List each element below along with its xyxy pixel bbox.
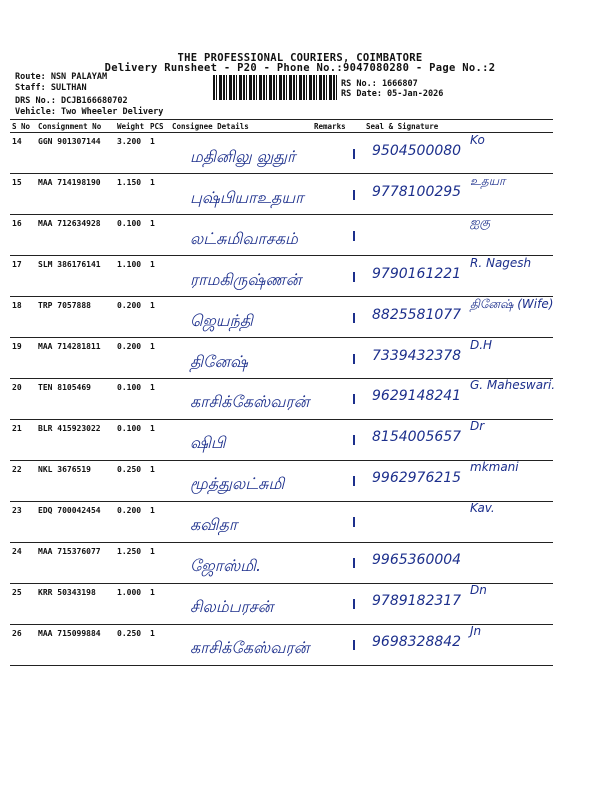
barcode-icon <box>213 75 337 100</box>
pcs-cell: 1 <box>148 133 170 174</box>
tick-mark-icon <box>353 640 363 650</box>
sno-cell: 15 <box>10 174 36 215</box>
rs-date: RS Date: 05-Jan-2026 <box>341 89 444 99</box>
handwritten-signature: Jn <box>470 623 482 638</box>
pcs-cell: 1 <box>148 625 170 666</box>
consignment-no-cell: SLM 386176141 <box>36 256 115 297</box>
tick-mark-icon <box>353 558 363 568</box>
tick-mark-icon <box>353 599 363 609</box>
handwritten-consignee-name: மூத்துலட்சுமி <box>190 474 285 494</box>
runsheet-subtitle: Delivery Runsheet - P20 - Phone No.:9047080280 - Page No.:2 <box>104 62 496 74</box>
tick-mark-icon <box>353 394 363 404</box>
handwritten-consignee-name: காசிக்கேஸ்வரன் <box>190 392 310 412</box>
consignment-no-cell: TRP 7057888 <box>36 297 115 338</box>
consignment-no-cell: MAA 712634928 <box>36 215 115 256</box>
weight-cell: 0.100 <box>115 215 148 256</box>
handwritten-signature: R. Nagesh <box>470 255 532 270</box>
tick-mark-icon <box>353 435 363 445</box>
handwritten-phone: 8154005657 <box>372 429 462 446</box>
handwritten-phone: 9504500080 <box>372 143 462 159</box>
table-row <box>10 543 553 584</box>
weight-cell: 0.200 <box>115 338 148 379</box>
handwritten-signature: Dn <box>470 582 487 597</box>
tick-mark-icon <box>353 149 363 159</box>
sno-cell: 21 <box>10 420 36 461</box>
handwritten-phone: 9698328842 <box>372 633 462 650</box>
tick-mark-icon <box>353 231 363 241</box>
pcs-cell: 1 <box>148 461 170 502</box>
column-header: Remarks <box>312 120 364 133</box>
column-header: Weight <box>115 120 148 133</box>
pcs-cell: 1 <box>148 379 170 420</box>
weight-cell: 3.200 <box>115 133 148 174</box>
route-label: Route: NSN PALAYAM <box>15 72 108 82</box>
seal-signature-cell <box>364 502 553 543</box>
handwritten-signature: தினேஷ் (Wife) <box>470 296 554 311</box>
handwritten-phone: 7339432378 <box>372 347 462 364</box>
handwritten-consignee-name: மதினிலு லுதுர் <box>190 147 296 166</box>
weight-cell: 0.200 <box>115 297 148 338</box>
handwritten-consignee-name: ஷிபி <box>190 433 226 453</box>
tick-mark-icon <box>353 190 363 200</box>
pcs-cell: 1 <box>148 174 170 215</box>
handwritten-consignee-name: சிலம்பரசன் <box>190 596 274 616</box>
table-header-row <box>10 120 553 133</box>
handwritten-consignee-name: ராமகிருஷ்ணன் <box>190 269 302 289</box>
weight-cell: 1.100 <box>115 256 148 297</box>
seal-signature-cell <box>364 215 553 256</box>
handwritten-consignee-name: தினேஷ் <box>190 351 248 371</box>
consignment-no-cell: TEN 8105469 <box>36 379 115 420</box>
consignment-no-cell: GGN 901307144 <box>36 133 115 174</box>
rs-number: RS No.: 1666807 <box>341 79 418 89</box>
tick-mark-icon <box>353 354 363 364</box>
weight-cell: 0.250 <box>115 625 148 666</box>
sno-cell: 14 <box>10 133 36 174</box>
consignment-no-cell: KRR 50343198 <box>36 584 115 625</box>
column-header: Consignee Details <box>170 120 312 133</box>
sno-cell: 16 <box>10 215 36 256</box>
weight-cell: 0.100 <box>115 420 148 461</box>
handwritten-signature: Kav. <box>470 501 495 516</box>
pcs-cell: 1 <box>148 215 170 256</box>
handwritten-consignee-name: கவிதா <box>190 515 238 535</box>
weight-cell: 1.000 <box>115 584 148 625</box>
handwritten-signature: உதயா <box>470 173 506 188</box>
handwritten-signature: mkmani <box>470 460 519 475</box>
sno-cell: 17 <box>10 256 36 297</box>
column-header: S No <box>10 120 36 133</box>
pcs-cell: 1 <box>148 256 170 297</box>
handwritten-phone: 8825581077 <box>372 306 462 323</box>
handwritten-consignee-name: காசிக்கேஸ்வரன் <box>190 637 310 657</box>
handwritten-consignee-name: ஜெயந்தி <box>190 310 253 330</box>
handwritten-signature: ஐகு <box>470 214 491 229</box>
handwritten-consignee-name: புஷ்பியாஉதயா <box>190 187 304 207</box>
pcs-cell: 1 <box>148 584 170 625</box>
handwritten-phone: 9789182317 <box>372 592 462 609</box>
sno-cell: 20 <box>10 379 36 420</box>
runsheet-title: THE PROFESSIONAL COURIERS, COIMBATORE <box>177 52 423 64</box>
sno-cell: 26 <box>10 625 36 666</box>
sno-cell: 25 <box>10 584 36 625</box>
sno-cell: 22 <box>10 461 36 502</box>
consignment-no-cell: MAA 715099884 <box>36 625 115 666</box>
sno-cell: 24 <box>10 543 36 584</box>
pcs-cell: 1 <box>148 543 170 584</box>
pcs-cell: 1 <box>148 420 170 461</box>
consignment-no-cell: EDQ 700042454 <box>36 502 115 543</box>
handwritten-signature: G. Maheswari. <box>470 378 556 393</box>
drs-number: DRS No.: DCJB166680702 <box>15 96 128 106</box>
handwritten-consignee-name: லட்சுமிவாசகம் <box>190 228 298 248</box>
sno-cell: 23 <box>10 502 36 543</box>
consignment-no-cell: NKL 3676519 <box>36 461 115 502</box>
column-header: PCS <box>148 120 170 133</box>
pcs-cell: 1 <box>148 502 170 543</box>
vehicle-label: Vehicle: Two Wheeler Delivery <box>15 107 164 117</box>
consignment-no-cell: MAA 715376077 <box>36 543 115 584</box>
handwritten-consignee-name: ஜோஸ்மி. <box>190 556 262 575</box>
consignment-no-cell: MAA 714281811 <box>36 338 115 379</box>
tick-mark-icon <box>353 313 363 323</box>
handwritten-signature: Ko <box>470 133 485 147</box>
tick-mark-icon <box>353 517 363 527</box>
handwritten-phone: 9778100295 <box>372 183 462 200</box>
tick-mark-icon <box>353 476 363 486</box>
consignment-no-cell: BLR 415923022 <box>36 420 115 461</box>
weight-cell: 0.200 <box>115 502 148 543</box>
tick-mark-icon <box>353 272 363 282</box>
weight-cell: 0.250 <box>115 461 148 502</box>
weight-cell: 1.150 <box>115 174 148 215</box>
sno-cell: 19 <box>10 338 36 379</box>
sno-cell: 18 <box>10 297 36 338</box>
column-header: Seal & Signature <box>364 120 553 133</box>
handwritten-phone: 9629148241 <box>372 388 462 405</box>
pcs-cell: 1 <box>148 297 170 338</box>
consignment-no-cell: MAA 714198190 <box>36 174 115 215</box>
pcs-cell: 1 <box>148 338 170 379</box>
weight-cell: 0.100 <box>115 379 148 420</box>
handwritten-phone: 9962976215 <box>372 470 462 487</box>
handwritten-phone: 9965360004 <box>372 552 462 568</box>
handwritten-signature: D.H <box>470 337 493 352</box>
staff-label: Staff: SULTHAN <box>15 83 87 93</box>
column-header: Consignment No <box>36 120 115 133</box>
handwritten-phone: 9790161221 <box>372 265 462 282</box>
handwritten-signature: Dr <box>470 419 485 434</box>
weight-cell: 1.250 <box>115 543 148 584</box>
